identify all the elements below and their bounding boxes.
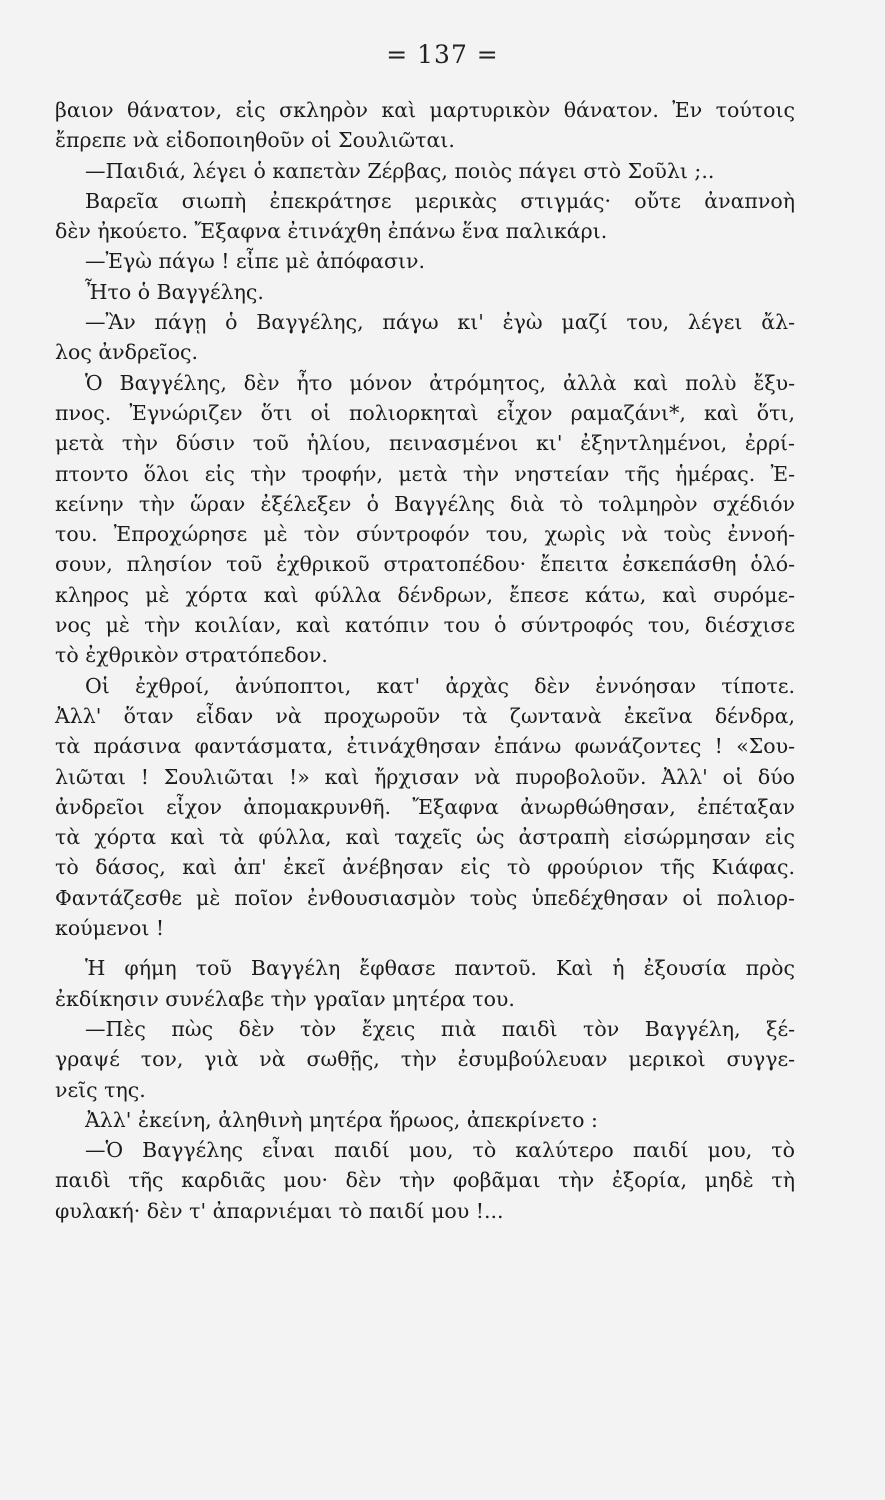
text-line: Ἀλλ' ἐκείνη, ἀληθινὴ μητέρα ἥρωος, ἀπεκρίνετο : xyxy=(85,1107,598,1132)
text-line: ἀνδρεῖοι εἶχον ἀπομακρυνθῆ. Ἔξαφνα ἀνωρθώθησαν, ἐπέταξαν xyxy=(55,794,795,819)
text-line: φυλακή· δὲν τ' ἀπαρνιέμαι τὸ παιδί μου !... xyxy=(55,1198,504,1223)
text-line: του. Ἐπροχώρησε μὲ τὸν σύντροφόν του, χωρὶς νὰ τοὺς ἐννοή- xyxy=(55,522,795,547)
text-line: —Πὲς πὼς δὲν τὸν ἔχεις πιὰ παιδὶ τὸν Βαγγέλη, ξέ- xyxy=(85,1016,795,1041)
page-number: = 137 = xyxy=(386,40,499,69)
text-line: τὰ πράσινα φαντάσματα, ἐτινάχθησαν ἐπάνω φωνάζοντες ! «Σου- xyxy=(55,734,795,759)
text-line: πτοντο ὅλοι εἰς τὴν τροφήν, μετὰ τὴν νηστείαν τῆς ἡμέρας. Ἐ- xyxy=(55,461,795,486)
text-line: Βαρεῖα σιωπὴ ἐπεκράτησε μερικὰς στιγμάς· οὔτε ἀναπνοὴ xyxy=(85,188,795,213)
body-text xyxy=(55,95,795,1226)
text-line: νεῖς της. xyxy=(55,1077,146,1102)
paragraph xyxy=(55,953,795,1014)
paragraph-gap xyxy=(55,943,795,953)
paragraph xyxy=(55,246,795,276)
paragraph xyxy=(55,368,795,671)
text-line: βαιον θάνατον, εἰς σκληρὸν καὶ μαρτυρικὸν θάνατον. Ἐν τούτοις xyxy=(55,98,795,122)
paragraph xyxy=(55,307,795,368)
text-line: Ἀλλ' ὅταν εἶδαν νὰ προχωροῦν τὰ ζωντανὰ ἐκεῖνα δένδρα, xyxy=(55,703,795,728)
text-line: νος μὲ τὴν κοιλίαν, καὶ κατόπιν του ὁ σύντροφός του, διέσχισε xyxy=(55,613,795,638)
text-line: λος ἀνδρεῖος. xyxy=(55,340,199,365)
paragraph xyxy=(55,156,795,186)
text-line: —Παιδιά, λέγει ὁ καπετὰν Ζέρβας, ποιὸς πάγει στὸ Σοῦλι ;.. xyxy=(85,158,715,183)
text-line: ἐκδίκησιν συνέλαβε τὴν γραῖαν μητέρα του. xyxy=(55,986,515,1011)
text-line: Ἦτο ὁ Βαγγέλης. xyxy=(85,279,264,304)
text-line: τὰ χόρτα καὶ τὰ φύλλα, καὶ ταχεῖς ὡς ἀστραπὴ εἰσώρμησαν εἰς xyxy=(55,825,795,850)
text-line: σουν, πλησίον τοῦ ἐχθρικοῦ στρατοπέδου· ἔπειτα ἐσκεπάσθη ὁλό- xyxy=(55,552,795,577)
text-line: γραψέ τον, γιὰ νὰ σωθῇς, τὴν ἐσυμβούλευαν μερικοὶ συγγε- xyxy=(55,1047,795,1072)
paragraph xyxy=(55,277,795,307)
text-line: τὸ δάσος, καὶ ἀπ' ἐκεῖ ἀνέβησαν εἰς τὸ φρούριον τῆς Κιάφας. xyxy=(55,855,795,880)
text-line: δὲν ἠκούετο. Ἔξαφνα ἐτινάχθη ἐπάνω ἕνα παλικάρι. xyxy=(55,219,608,244)
paragraph xyxy=(55,186,795,247)
text-line: κληρος μὲ χόρτα καὶ φύλλα δένδρων, ἔπεσε κάτω, καὶ συρόμε- xyxy=(55,582,795,607)
text-line: κούμενοι ! xyxy=(55,916,165,941)
text-line: —Ἐγὼ πάγω ! εἶπε μὲ ἀπόφασιν. xyxy=(85,249,426,274)
text-line: κείνην τὴν ὥραν ἐξέλεξεν ὁ Βαγγέλης διὰ τὸ τολμηρὸν σχέδιόν xyxy=(55,491,795,516)
text-line: Ὁ Βαγγέλης, δὲν ἦτο μόνον ἀτρόμητος, ἀλλὰ καὶ πολὺ ἔξυ- xyxy=(85,370,795,395)
paragraph xyxy=(55,95,795,156)
paragraph xyxy=(55,671,795,944)
text-line: λιῶται ! Σουλιῶται !» καὶ ἤρχισαν νὰ πυροβολοῦν. Ἀλλ' οἱ δύο xyxy=(55,764,795,789)
paragraph xyxy=(55,1014,795,1105)
text-line: ἔπρεπε νὰ εἰδοποιηθοῦν οἱ Σουλιῶται. xyxy=(55,128,455,153)
text-line: —Ὁ Βαγγέλης εἶναι παιδί μου, τὸ καλύτερο παιδί μου, τὸ xyxy=(85,1138,795,1163)
text-line: παιδὶ τῆς καρδιᾶς μου· δὲν τὴν φοβᾶμαι τὴν ἐξορία, μηδὲ τὴ xyxy=(55,1168,795,1193)
text-line: Ἡ φήμη τοῦ Βαγγέλη ἔφθασε παντοῦ. Καὶ ἡ ἐξουσία πρὸς xyxy=(85,956,795,981)
text-line: τὸ ἐχθρικὸν στρατόπεδον. xyxy=(55,643,328,668)
text-line: Οἱ ἐχθροί, ἀνύποπτοι, κατ' ἀρχὰς δὲν ἐννόησαν τίποτε. xyxy=(85,673,795,698)
paragraph xyxy=(55,1135,795,1226)
paragraph xyxy=(55,1105,795,1135)
text-line: μετὰ τὴν δύσιν τοῦ ἡλίου, πεινασμένοι κι' ἐξηντλημένοι, ἐρρί- xyxy=(55,431,795,456)
text-line: πνος. Ἐγνώριζεν ὅτι οἱ πολιορκηταὶ εἶχον ραμαζάνι*, καὶ ὅτι, xyxy=(55,400,795,425)
text-line: —Ἂν πάγῃ ὁ Βαγγέλης, πάγω κι' ἐγὼ μαζί του, λέγει ἄλ- xyxy=(85,310,795,335)
text-line: Φαντάζεσθε μὲ ποῖον ἐνθουσιασμὸν τοὺς ὑπεδέχθησαν οἱ πολιορ- xyxy=(55,885,795,910)
